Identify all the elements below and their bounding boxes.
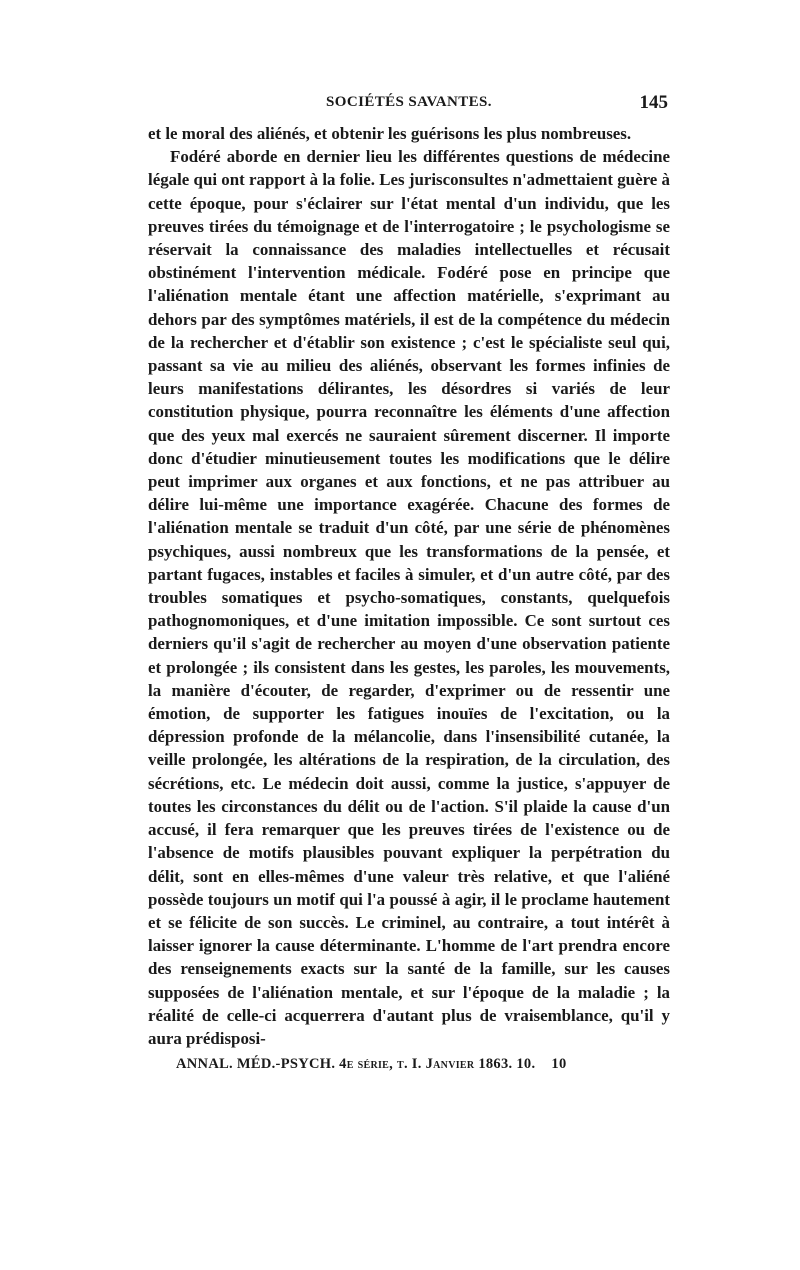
journal-signature: ANNAL. MÉD.-PSYCH. 4e série, t. I. Janvier 1863. 10. [176,1056,536,1073]
page-footer [148,1056,670,1073]
book-page [148,92,670,1073]
page-header [148,92,670,122]
page-number: 145 [639,92,668,113]
body-text [148,122,670,1050]
paragraph-fodere: Fodéré aborde en dernier lieu les différentes questions de médecine légale qui ont rapport à la folie. Les jurisconsultes n'admettaient guère à cette époque, pour s'éclairer sur l'état mental d'un individu, que les preuves tirées du témoignage et de l'interrogatoire ; le psychologisme se réservait la connaissance des maladies intellectuelles et récusait obstinément l'intervention médicale. Fodéré pose en principe que l'aliénation mentale étant une affection matérielle, s'exprimant au dehors par des symptômes matériels, il est de la compétence du médecin de la rechercher et d'établir son existence ; c'est le spécialiste seul qui, passant sa vie au milieu des aliénés, observant les formes infinies de leurs manifestations délirantes, les désordres si variés de leur constitution physique, pourra reconnaître les éléments d'une affection que des yeux mal exercés ne sauraient sûrement discerner. Il importe donc d'étudier minutieusement toutes les modifications que le délire peut imprimer aux organes et aux fonctions, et ne pas attribuer au délire lui-même une importance exagérée. Chacune des formes de l'aliénation mentale se traduit d'un côté, par une série de phénomènes psychiques, aussi nombreux que les transformations de la pensée, et partant fugaces, instables et faciles à simuler, et d'un autre côté, par des troubles somatiques et psycho-somatiques, constants, quelquefois pathognomoniques, et d'une imitation impossible. Ce sont surtout ces derniers qu'il s'agit de rechercher au moyen d'une observation patiente et prolongée ; ils consistent dans les gestes, les paroles, les mouvements, la manière d'écouter, de regarder, d'exprimer ou de ressentir une émotion, de supporter les fatigues inouïes de l'excitation, ou la dépression profonde de la mélancolie, dans l'insensibilité cutanée, la veille prolongée, les altérations de la respiration, de la circulation, des sécrétions, etc. Le médecin doit aussi, comme la justice, s'appuyer de toutes les circonstances du délit ou de l'action. S'il plaide la cause d'un accusé, il fera remarquer que les preuves tirées de l'existence ou de l'absence de motifs plausibles pouvant expliquer la perpétration du délit, sont en elles-mêmes d'une valeur très relative, et que l'aliéné possède toujours un motif qui l'a poussé à agir, il le proclame hautement et se félicite de son succès. Le criminel, au contraire, a tout intérêt à laisser ignorer la cause déterminante. L'homme de l'art prendra encore des renseignements exacts sur la santé de la famille, sur les causes supposées de l'aliénation mentale, et sur l'époque de la maladie ; la réalité de celle-ci acquerrera d'autant plus de vraisemblance, qu'il y aura prédisposi- [148,147,670,1048]
running-head: SOCIÉTÉS SAVANTES. [326,94,492,110]
sheet-number: 10 [551,1056,567,1073]
paragraph-continuation: et le moral des aliénés, et obtenir les guérisons les plus nombreuses. [148,124,632,143]
